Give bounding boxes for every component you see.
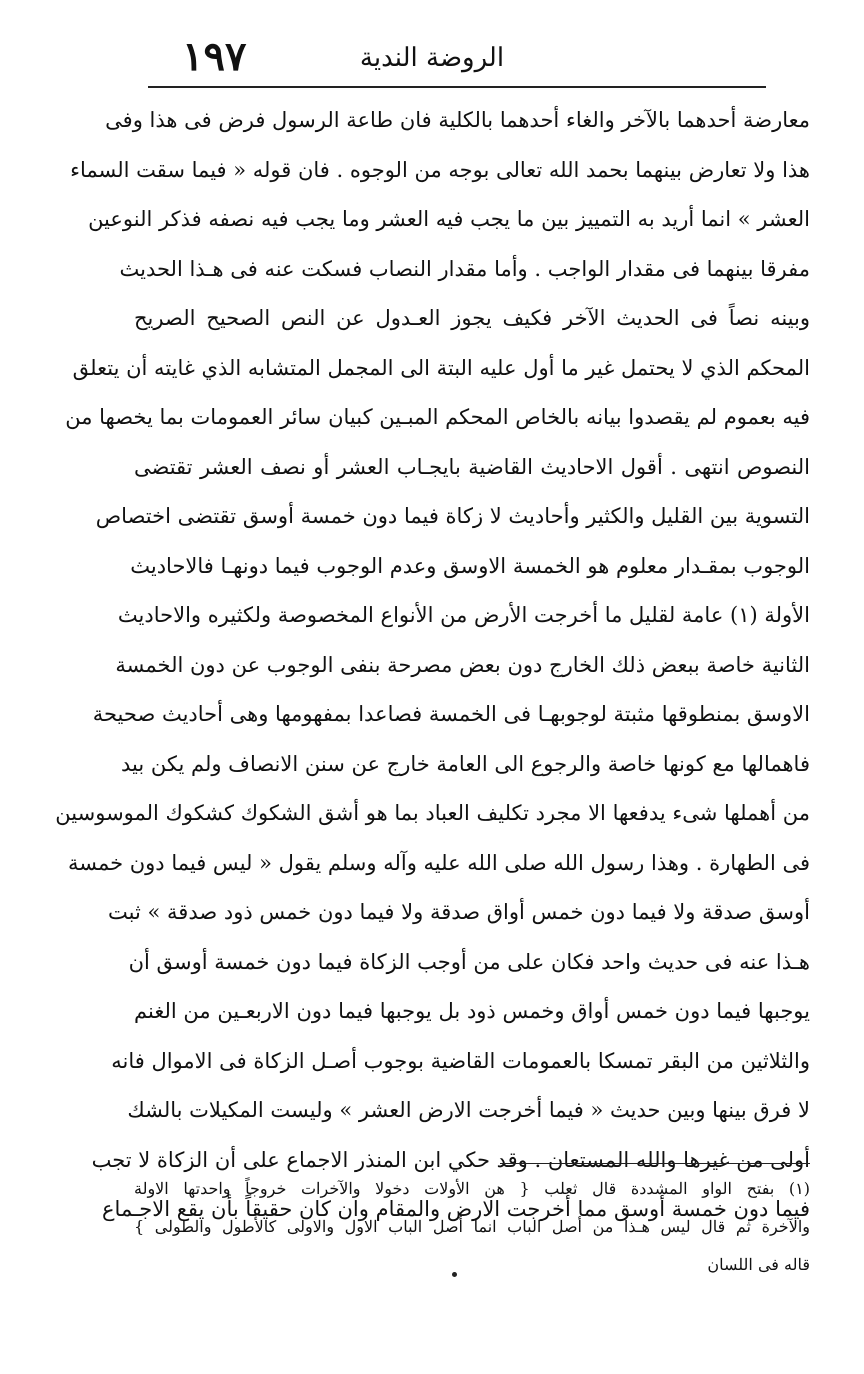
- footnote-line: قاله فى اللسان: [707, 1255, 810, 1274]
- running-title: الروضة الندية: [359, 43, 505, 73]
- text-line: وبينه نصاً فى الحديث الآخر فكيف يجوز العـدول عن النص الصحيح الصريح: [134, 306, 810, 330]
- text-line: الاوسق بمنطوقها مثبتة لوجوبهـا فى الخمسة فصاعدا بمفهومها وهى أحاديث صحيحة: [92, 702, 810, 726]
- text-line: هذا ولا تعارض بينهما بحمد الله تعالى بوجه من الوجوه . فان قوله « فيما سقت السماء: [70, 157, 810, 182]
- footnotes: [102, 1170, 810, 1284]
- text-line: لا فرق بينها وبين حديث « فيما أخرجت الارض العشر » وليست المكيلات بالشك: [127, 1098, 810, 1122]
- text-line: التسوية بين القليل والكثير وأحاديث لا زكاة فيما دون خمسة أوسق تقتضى اختصاص: [95, 504, 810, 528]
- text-line: والثلاثين من البقر تمسكا بالعمومات القاضية بوجوب أصـل الزكاة فى الاموال فانه: [111, 1048, 810, 1073]
- text-line: مفرقا بينهما فى مقدار الواجب . وأما مقدار النصاب فسكت عنه فى هـذا الحديث: [119, 256, 810, 281]
- text-line: الثانية خاصة ببعض ذلك الخارج دون بعض مصرحة بنفى الوجوب عن دون الخمسة: [115, 652, 810, 677]
- footnote-separator: [500, 1163, 810, 1164]
- text-line: النصوص انتهى . أقول الاحاديث القاضية بايجـاب العشر أو نصف العشر تقتضى: [134, 454, 810, 479]
- text-line: فاهمالها مع كونها خاصة والرجوع الى العامة خارج عن سنن الانصاف ولم يكن بيد: [121, 751, 810, 776]
- page-number: ١٩٧: [182, 33, 247, 80]
- text-line: الأولة (١) عامة لقليل ما أخرجت الأرض من الأنواع المخصوصة ولكثيره والاحاديث: [117, 603, 810, 627]
- text-line: يوجبها فيما دون خمس أواق وخمس ذود بل يوجبها فيما دون الاربعـين من الغنم: [134, 999, 810, 1023]
- main-text: [55, 96, 810, 1235]
- page-dot: [452, 1272, 457, 1277]
- text-line: هـذا عنه فى حديث واحد فكان على من أوجب الزكاة فيما دون خمسة أوسق أن: [128, 949, 810, 974]
- header-rule: [148, 86, 766, 88]
- text-line: أولى من غيرها والله المستعان . وقد حكي ابن المنذر الاجماع على أن الزكاة لا تجب: [91, 1147, 810, 1172]
- text-line: العشر » انما أريد به التمييز بين ما يجب فيه العشر وما يجب فيه نصفه فذكر النوعين: [88, 207, 810, 231]
- text-line: فيما دون خمسة أوسق مما أخرجت الارض والمقام وان كان حقيقاً بأن يقع الاجـماع: [102, 1197, 810, 1221]
- footnote-line: (١) بفتح الواو المشددة قال ثعلب { هن الأولات دخولا والآخرات خروجاً واحدتها الاولة: [134, 1179, 810, 1198]
- page-header: [0, 34, 864, 80]
- text-line: فيه بعموم لم يقصدوا بيانه بالخاص المحكم المبـين كبيان سائر العمومات بما يخصها من: [65, 405, 810, 429]
- text-line: أوسق صدقة ولا فيما دون خمس أواق صدقة ولا فيما دون خمس ذود صدقة » ثبت: [108, 900, 810, 924]
- text-line: الوجوب بمقـدار معلوم هو الخمسة الاوسق وعدم الوجوب فيما دونهـا فالاحاديث: [130, 553, 810, 578]
- text-line: من أهملها شىء يدفعها الا مجرد تكليف العباد بما هو أشق الشكوك كشكوك الموسوسين: [55, 801, 810, 825]
- text-line: فى الطهارة . وهذا رسول الله صلى الله عليه وآله وسلم يقول « ليس فيما دون خمسة: [67, 850, 810, 875]
- text-line: المحكم الذي لا يحتمل غير ما أول عليه البتة الى المجمل المتشابه الذي غايته أن يتعلق: [72, 355, 810, 380]
- text-line: معارضة أحدهما بالآخر والغاء أحدهما بالكلية فان طاعة الرسول فرض فى هذا وفى: [105, 108, 810, 132]
- footnote-line: والآخرة ثم قال ليس هـذا من أصل الباب انما أصل الباب الاول والاولى كالأطول والطولى }: [134, 1217, 810, 1236]
